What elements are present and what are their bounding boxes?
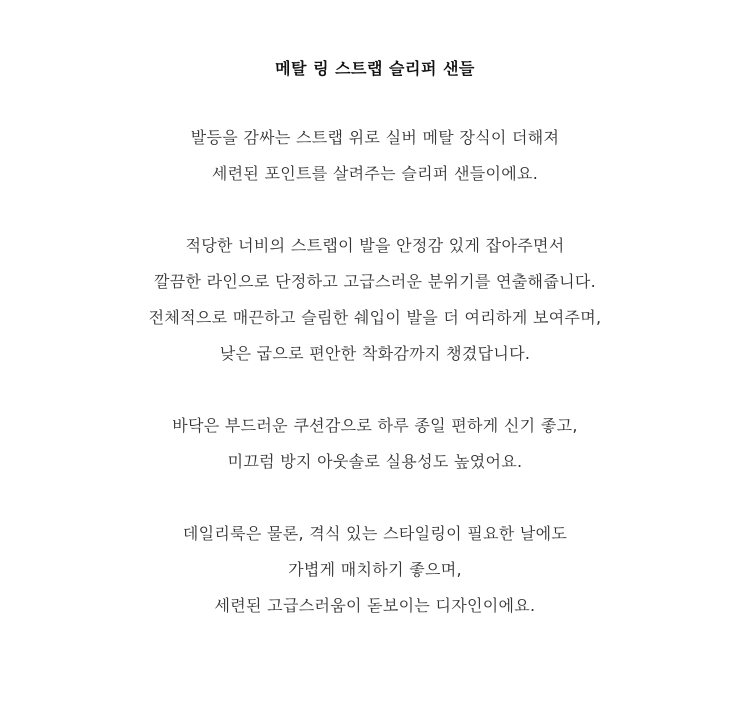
description-line: 가볍게 매치하기 좋으며, bbox=[288, 560, 462, 579]
description-line: 세련된 포인트를 살려주는 슬리퍼 샌들이에요. bbox=[211, 164, 539, 183]
description-line: 미끄럼 방지 아웃솔로 실용성도 높였어요. bbox=[227, 452, 523, 471]
description-line: 발등을 감싸는 스트랩 위로 실버 메탈 장식이 더해져 bbox=[190, 128, 560, 147]
description-line: 전체적으로 매끈하고 슬림한 쉐입이 발을 더 여리하게 보여주며, bbox=[148, 308, 602, 327]
description-line: 깔끔한 라인으로 단정하고 고급스러운 분위기를 연출해줍니다. bbox=[154, 272, 596, 291]
description-line: 바닥은 부드러운 쿠션감으로 하루 종일 편하게 신기 좋고, bbox=[172, 416, 578, 435]
description-line: 적당한 너비의 스트랩이 발을 안정감 있게 잡아주면서 bbox=[185, 236, 565, 255]
description-line: 낮은 굽으로 편안한 착화감까지 챙겼답니다. bbox=[219, 344, 531, 363]
product-title: 메탈 링 스트랩 슬리퍼 샌들 bbox=[275, 59, 475, 78]
description-line: 세련된 고급스러움이 돋보이는 디자인이에요. bbox=[214, 596, 536, 615]
description-line: 데일리룩은 물론, 격식 있는 스타일링이 필요한 날에도 bbox=[182, 524, 568, 543]
